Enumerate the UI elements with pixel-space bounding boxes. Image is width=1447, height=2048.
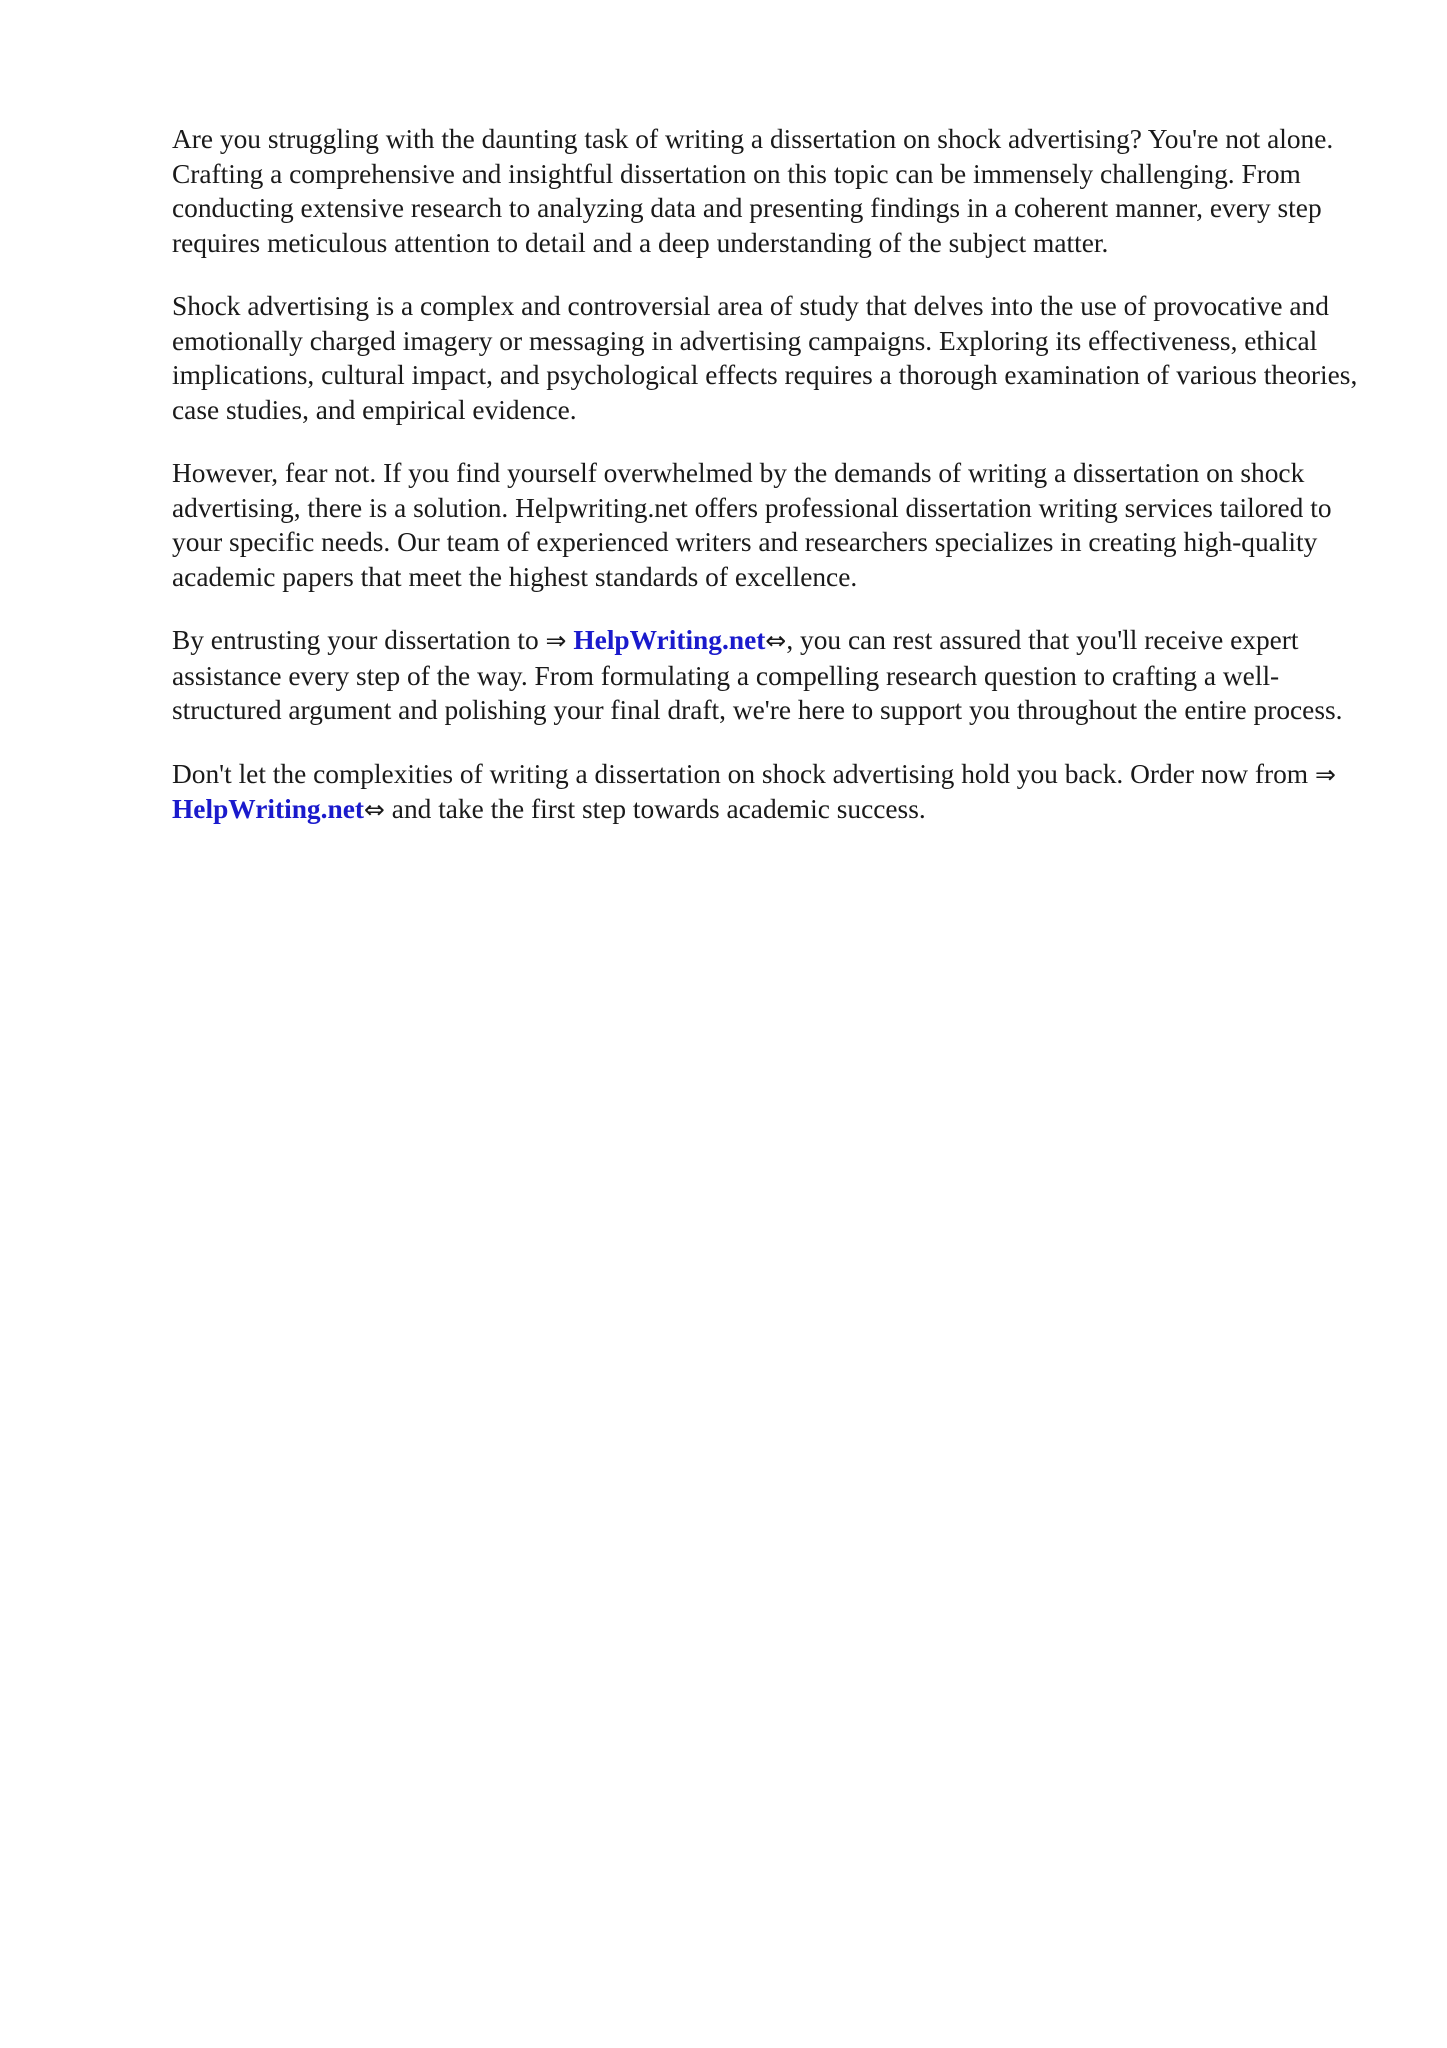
- helpwriting-link[interactable]: HelpWriting.net: [172, 794, 364, 824]
- helpwriting-link[interactable]: HelpWriting.net: [573, 625, 766, 655]
- paragraph-intro: Are you struggling with the daunting task of writing a dissertation on shock advertising? You're not alone. Crafting a comprehensive and insightful dissertation on this topic can be immensely challenging. From conducting extensive research to analyzing data and presenting findings in a coherent manner, every step requires meticulous attention to detail and a deep understanding of the subject matter.: [172, 124, 1334, 258]
- paragraph-order-now: [172, 757, 1370, 828]
- paragraph-shock-advertising: Shock advertising is a complex and controversial area of study that delves into the use of provocative and emotionally charged imagery or messaging in advertising campaigns. Exploring its effectiveness, ethical implications, cultural impact, and psychological effects requires a thorough examination of various theories, case studies, and empirical evidence.: [172, 291, 1358, 425]
- paragraph-solution: However, fear not. If you find yourself overwhelmed by the demands of writing a dissertation on shock advertising, there is a solution. Helpwriting.net offers professional dissertation writing services tailored to your specific needs. Our team of experienced writers and researchers specializes in creating high-quality academic papers that meet the highest standards of excellence.: [172, 458, 1332, 592]
- paragraph-text: , you can rest assured that you'll receive expert assistance every step of the way. From formulating a compelling research question to crafting a well-structured argument and polishing your final draft, we're here to support you throughout the entire process.: [172, 625, 1343, 725]
- double-arrow-icon: ⇔: [765, 626, 787, 655]
- paragraph-text: By entrusting your dissertation to: [172, 625, 546, 655]
- paragraph-text: Don't let the complexities of writing a dissertation on shock advertising hold you back. Order now from: [172, 758, 1315, 789]
- right-arrow-icon: ⇒: [1314, 759, 1336, 789]
- right-arrow-icon: ⇒: [545, 626, 567, 655]
- paragraph-entrusting: [172, 623, 1370, 728]
- paragraph-text: and take the first step towards academic success.: [384, 794, 926, 824]
- document-body: [172, 122, 1370, 857]
- double-arrow-icon: ⇔: [364, 795, 385, 824]
